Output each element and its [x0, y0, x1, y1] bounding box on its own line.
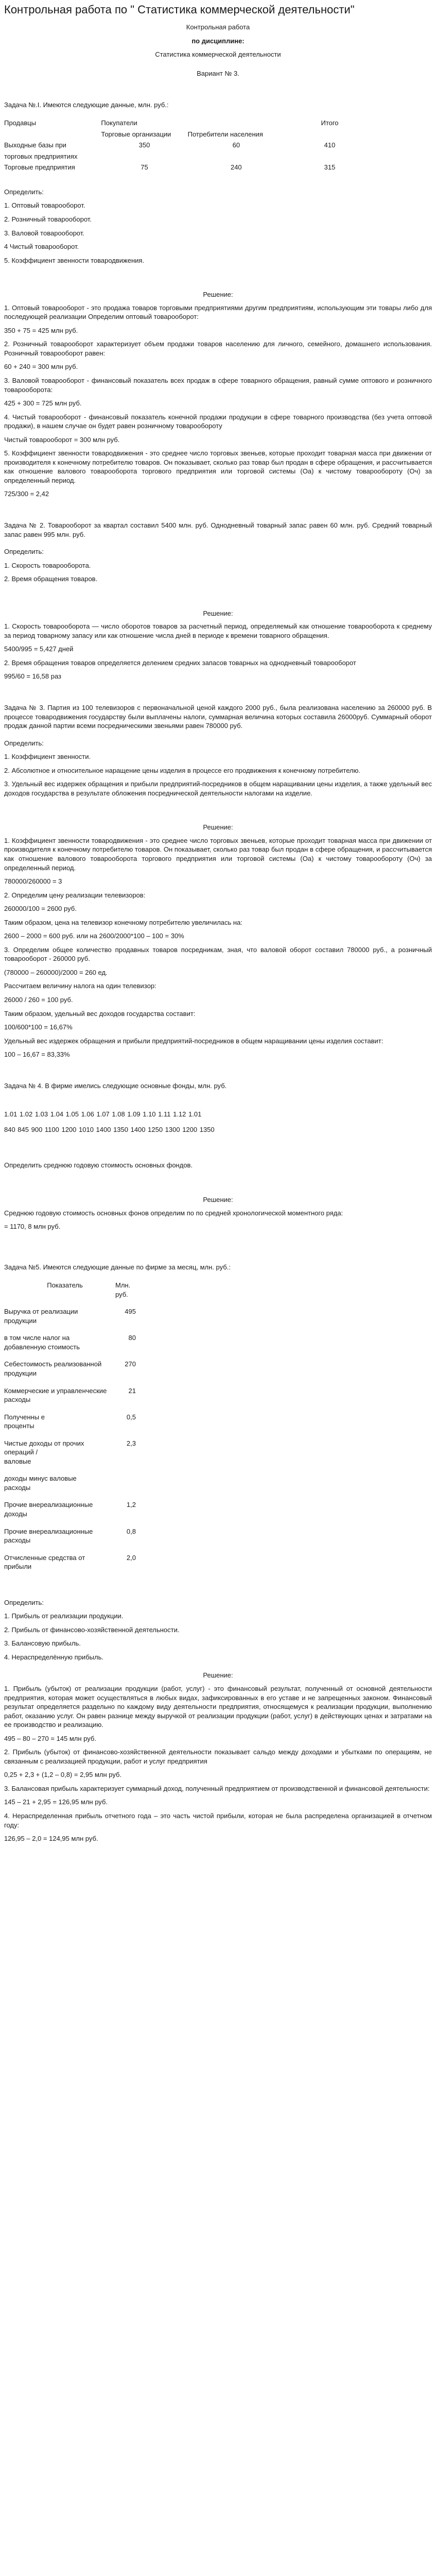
table-row — [4, 1385, 139, 1405]
task2-determine: Определить: — [4, 548, 44, 556]
task5-s8: 126,95 – 2,0 = 124,95 млн руб. — [4, 1835, 98, 1843]
task5-table — [4, 1280, 139, 1572]
task5-r1-a: в том числе налог на — [4, 1334, 70, 1342]
task1-q5: 5. Коэффициент звенности товародвижения. — [4, 256, 145, 264]
task5-r8-v: 0,8 — [126, 1527, 136, 1535]
task1-s10: 725/300 = 2,42 — [4, 490, 49, 498]
task1-col-total: Итого — [321, 119, 339, 127]
task5-heading: Задача №5. Имеются следующие данные по фирме за месяц, млн. руб.: — [4, 1263, 231, 1271]
task5-s1: 1. Прибыль (убыток) от реализации продукции (работ, услуг) - это финансовый результат, полученный от основной деятельности предприятия, которая может осуществляться в любых видах, зафиксированных в его уставе и не запрещенных законом. Финансовый результат определяется раздельно по каждому виду деятельности предприятия, относящемуся к реализации продукции, выполнению работ, оказанию услуг. Он равен разнице между выручкой от реализации продукции (работ, услуг) в действующих ценах и затратами на ее производство и реализацию. — [4, 1685, 432, 1729]
task4-s2: = 1170, 8 млн руб. — [4, 1223, 61, 1231]
task4-solution-heading: Решение: — [203, 1195, 233, 1204]
cover-line-1: Контрольная работа — [186, 23, 250, 31]
task5-q1: 1. Прибыль от реализации продукции. — [4, 1612, 124, 1620]
task5-r1-v: 80 — [128, 1334, 136, 1342]
table-row — [4, 1412, 139, 1432]
task5-r7-a: Прочие внереализационные — [4, 1501, 93, 1509]
task5-r5-v: 2,3 — [126, 1439, 136, 1447]
task5-s5: 3. Балансовая прибыль характеризует суммарный доход, полученный предприятием от производственной и финансовой деятельности: — [4, 1784, 430, 1792]
task5-r7-v: 1,2 — [126, 1501, 136, 1509]
task1-heading: Задача №.I. Имеются следующие данные, млн. руб.: — [4, 100, 169, 109]
task1-s1: 1. Оптовый товарооборот - это продажа товаров торговыми предприятиями другим предприятиям, использующим эти товары либо для последующей реализации Определим оптовый товарооборот: — [4, 303, 432, 321]
task1-s7: 4. Чистый товарооборот - финансовый показатель конечной продажи продукции в сфере товарного производства (без учета оптовой продажи), в нашем случае он будет равен розничному товарообороту — [4, 413, 432, 430]
task1-s5: 3. Валовой товарооборот - финансовый показатель всех продаж в сфере товарного обращения, равный сумме оптового и розничного товарооборота: — [4, 376, 432, 394]
task5-r6-b: расходы — [4, 1483, 31, 1492]
task1-row2-name: Торговые предприятия — [4, 163, 75, 172]
table-row — [4, 1473, 139, 1493]
task5-r6-v — [115, 1473, 139, 1493]
task1-q1: 1. Оптовый товарооборот. — [4, 201, 85, 210]
task1-s4: 60 + 240 = 300 млн руб. — [4, 363, 78, 371]
table-row — [4, 1499, 139, 1519]
task2-s3: 2. Время обращения товаров определяется делением средних запасов товарных на однодневный товарооборот — [4, 658, 356, 667]
task1-row2-consumers: 240 — [230, 163, 242, 172]
cover-header — [4, 23, 432, 78]
task1-q4: 4 Чистый товарооборот. — [4, 243, 79, 251]
task5-r3-v: 21 — [128, 1386, 136, 1395]
task5-r4-v: 0,5 — [126, 1413, 136, 1421]
task1-q3: 3. Валовой товарооборот. — [4, 229, 84, 237]
task3-determine: Определить: — [4, 739, 44, 747]
task2-s1: 1. Скорость товарооборота — число оборотов товаров за расчетный период, определяемый как отношение товарооборота к среднему за период товарному запасу или как отношение числа дней в периоде к времени товарного обращения. — [4, 622, 432, 639]
task5-r2-a: Себестоимость реализованной — [4, 1360, 102, 1368]
task1-col-buyers: Покупатели — [101, 119, 137, 127]
task5-s7: 4. Нераспределенная прибыль отчетного года – это часть чистой прибыли, которая не была распределена организацией в отчетном году: — [4, 1812, 432, 1829]
table-row — [4, 1306, 139, 1326]
cover-line-3: Статистика коммерческой деятельности — [155, 50, 281, 59]
task3-s9: Рассчитаем величину налога на один телевизор: — [4, 982, 156, 990]
task3-s6: 2600 – 2000 = 600 руб. или на 2600/2000*100 – 100 = 30% — [4, 932, 184, 940]
task1-table — [4, 117, 375, 173]
task1-row1-total: 410 — [324, 141, 336, 149]
task1-row1-consumers: 60 — [232, 141, 240, 149]
task1-sub-consumers: Потребители населения — [187, 130, 263, 138]
cover-line-2: по дисциплине: — [191, 37, 245, 45]
task5-r3-a: Коммерческие и управленческие — [4, 1386, 107, 1395]
cover-variant: Вариант № 3. — [197, 70, 239, 78]
task3-s14: 100 – 16,67 = 83,33% — [4, 1050, 70, 1059]
task1-row1-name-a: Выходные базы при — [4, 141, 66, 149]
task3-heading: Задача № 3. Партия из 100 телевизоров с первоначальной ценой каждого 2000 руб., была реализована населению за 260000 руб. В процессе товародвижения государству были выплачены налоги, суммарная величина которых составила 26000руб. Суммарный оборот продаж данной партии всеми посредническими звеньями равен 780000 руб. — [4, 704, 432, 730]
task1-row2-trade: 75 — [141, 163, 148, 172]
task3-s11: Таким образом, удельный вес доходов государства составит: — [4, 1009, 196, 1018]
task3-s7: 3. Определим общее количество продавных товаров посредникам, зная, что валовой оборот составил 780000 руб., а розничный товарооборот - 260000 руб. — [4, 945, 432, 963]
task1-s9: 5. Коэффициент звенности товародвижения - это среднее число торговых звеньев, которые проходит товарная масса при движении от производителя к конечному потребителю товаров. Он показывает, сколько раз товар был продан в сфере обращения, и рассчитывается как отношение валового товарооборота торгового предприятия или торговой системы (Оа) к чистому товарообороту (Оч) за определенный период. — [4, 449, 432, 484]
task4-heading: Задача № 4. В фирме имелись следующие основные фонды, млн. руб. — [4, 1081, 227, 1090]
task3-s5: Таким образом, цена на телевизор конечному потребителю увеличилась на: — [4, 918, 242, 926]
task3-s8: (780000 – 260000)/2000 = 260 ед. — [4, 968, 108, 976]
task5-r1-b: добавленную стоимость — [4, 1343, 80, 1351]
task5-r2-b: продукции — [4, 1369, 37, 1377]
task3-s12: 100/600*100 = 16,67% — [4, 1023, 73, 1031]
task2-q1: 1. Скорость товарооборота. — [4, 561, 91, 569]
task5-s2: 495 – 80 – 270 = 145 млн руб. — [4, 1734, 96, 1742]
task1-s6: 425 + 300 = 725 млн руб. — [4, 399, 82, 408]
task5-q3: 3. Балансовую прибыль. — [4, 1639, 81, 1648]
task5-r5-b: валовые — [4, 1457, 31, 1465]
task1-solution-heading: Решение: — [203, 291, 233, 299]
table-row — [4, 1552, 139, 1572]
task1-q2: 2. Розничный товарооборот. — [4, 215, 92, 223]
task5-r6-a: доходы минус валовые — [4, 1475, 77, 1483]
task1-s3: 2. Розничный товарооборот характеризует объем продажи товаров населению для личного, семейного, домашнего использования. Розничный товарооборот равен: — [4, 340, 432, 357]
task5-r8-b: расходы — [4, 1536, 31, 1545]
task5-solution-heading: Решение: — [203, 1671, 233, 1680]
task3-s10: 26000 / 260 = 100 руб. — [4, 996, 73, 1004]
document-title: Контрольная работа по " Статистика коммерческой деятельности" — [4, 3, 355, 16]
task3-s13: Удельный вес издержек обращения и прибыли предприятий-посредников в общем наращивании цены изделия составит: — [4, 1037, 383, 1045]
task3-s4: 260000/100 = 2600 руб. — [4, 905, 77, 913]
task1-sub-trade: Торговые организации — [101, 130, 171, 138]
table-row — [4, 1332, 139, 1352]
task5-r9-a: Отчисленные средства от — [4, 1553, 85, 1562]
task5-r9-b: прибыли — [4, 1563, 32, 1571]
task5-q4: 4. Нераспределённую прибыль. — [4, 1653, 103, 1661]
task3-s3: 2. Определим цену реализации телевизоров: — [4, 891, 146, 899]
task2-solution-heading: Решение: — [203, 609, 233, 617]
task5-s6: 145 – 21 + 2,95 = 126,95 млн руб. — [4, 1798, 108, 1806]
task2-s2: 5400/995 = 5,427 дней — [4, 645, 74, 653]
task3-s2: 780000/260000 = 3 — [4, 877, 62, 886]
task5-col-value-a: Млн. — [115, 1281, 131, 1290]
task3-q1: 1. Коэффициент звенности. — [4, 753, 91, 761]
task5-r0-a: Выручка от реализации — [4, 1308, 78, 1316]
task5-s4: 0,25 + 2,3 + (1,2 – 0,8) = 2,95 млн руб. — [4, 1771, 122, 1779]
task4-s1: Среднюю годовую стоимость основных фонов определим по по средней хронологической моментного ряда: — [4, 1209, 343, 1217]
table-row — [4, 1359, 139, 1379]
task3-solution-heading: Решение: — [203, 823, 233, 832]
task5-r9-v: 2,0 — [126, 1553, 136, 1562]
task5-q2: 2. Прибыль от финансово-хозяйственной деятельности. — [4, 1625, 180, 1634]
task2-q2: 2. Время обращения товаров. — [4, 575, 98, 583]
task5-r2-v: 270 — [125, 1360, 136, 1368]
task1-row1-name-b: торговых предприятиях — [4, 152, 78, 160]
task2-heading: Задача № 2. Товарооборот за квартал составил 5400 млн. руб. Однодневный товарный запас равен 60 млн. руб. Средний товарный запас равен 995 млн. руб. — [4, 521, 432, 538]
task4-values-row: 840 845 900 1100 1200 1010 1400 1350 1400 1250 1300 1200 1350 — [4, 1125, 215, 1133]
task1-row2-total: 315 — [324, 163, 336, 172]
task5-r0-b: продукции — [4, 1316, 37, 1325]
task4-dates-row: 1.01 1.02 1.03 1.04 1.05 1.06 1.07 1.08 1.09 1.10 1.11 1.12 1.01 — [4, 1110, 202, 1118]
task3-q3: 3. Удельный вес издержек обращения и прибыли предприятий-посредников в общем наращивании цены изделия, а также удельный вес доходов государства в результате обложения посреднической деятельности налогами на изделие. — [4, 780, 432, 797]
task5-col-indicator: Показатель — [47, 1281, 83, 1290]
task5-r5-a: Чистые доходы от прочих операций / — [4, 1439, 84, 1456]
task5-col-value-b: руб. — [115, 1290, 128, 1298]
task5-r3-b: расходы — [4, 1396, 31, 1404]
table-row — [4, 1438, 139, 1467]
task5-r7-b: доходы — [4, 1510, 27, 1518]
task5-col-value — [115, 1280, 139, 1300]
task1-determine: Определить: — [4, 188, 44, 196]
task3-q2: 2. Абсолютное и относительное наращение цены изделия в процессе его продвижения к конечному потребителю. — [4, 766, 360, 774]
task1-s2: 350 + 75 = 425 млн руб. — [4, 326, 78, 334]
task5-determine: Определить: — [4, 1598, 44, 1606]
task2-s4: 995/60 = 16,58 раз — [4, 672, 61, 681]
task5-r4-b: проценты — [4, 1422, 34, 1430]
task1-row1-trade: 350 — [138, 141, 150, 149]
task5-s3: 2. Прибыль (убыток) от финансово-хозяйственной деятельности показывает сальдо между доходами и убытками по операциям, не связанным с реализацией продукции, работ и услуг предприятия — [4, 1748, 432, 1765]
task4-determine: Определить среднюю годовую стоимость основных фондов. — [4, 1161, 193, 1170]
task5-r0-v: 495 — [125, 1308, 136, 1316]
task5-r4-a: Полученны е — [4, 1413, 45, 1421]
task1-s8: Чистый товарооборот = 300 млн руб. — [4, 435, 120, 444]
table-row — [4, 1526, 139, 1546]
task1-col-sellers: Продавцы — [4, 119, 37, 127]
task5-r8-a: Прочие внереализационные — [4, 1527, 93, 1535]
task3-s1: 1. Коэффициент звенности товародвижения - это среднее число торговых звеньев, которые проходит товарная масса при движении от производителя к конечному потребителю товаров. Он показывает, сколько раз товар был продан в сфере обращения, и рассчитывается как отношение валового товарооборота торгового предприятия или торговой системы (Оа) к чистому товарообороту (Оч) за определенный период. — [4, 836, 432, 872]
